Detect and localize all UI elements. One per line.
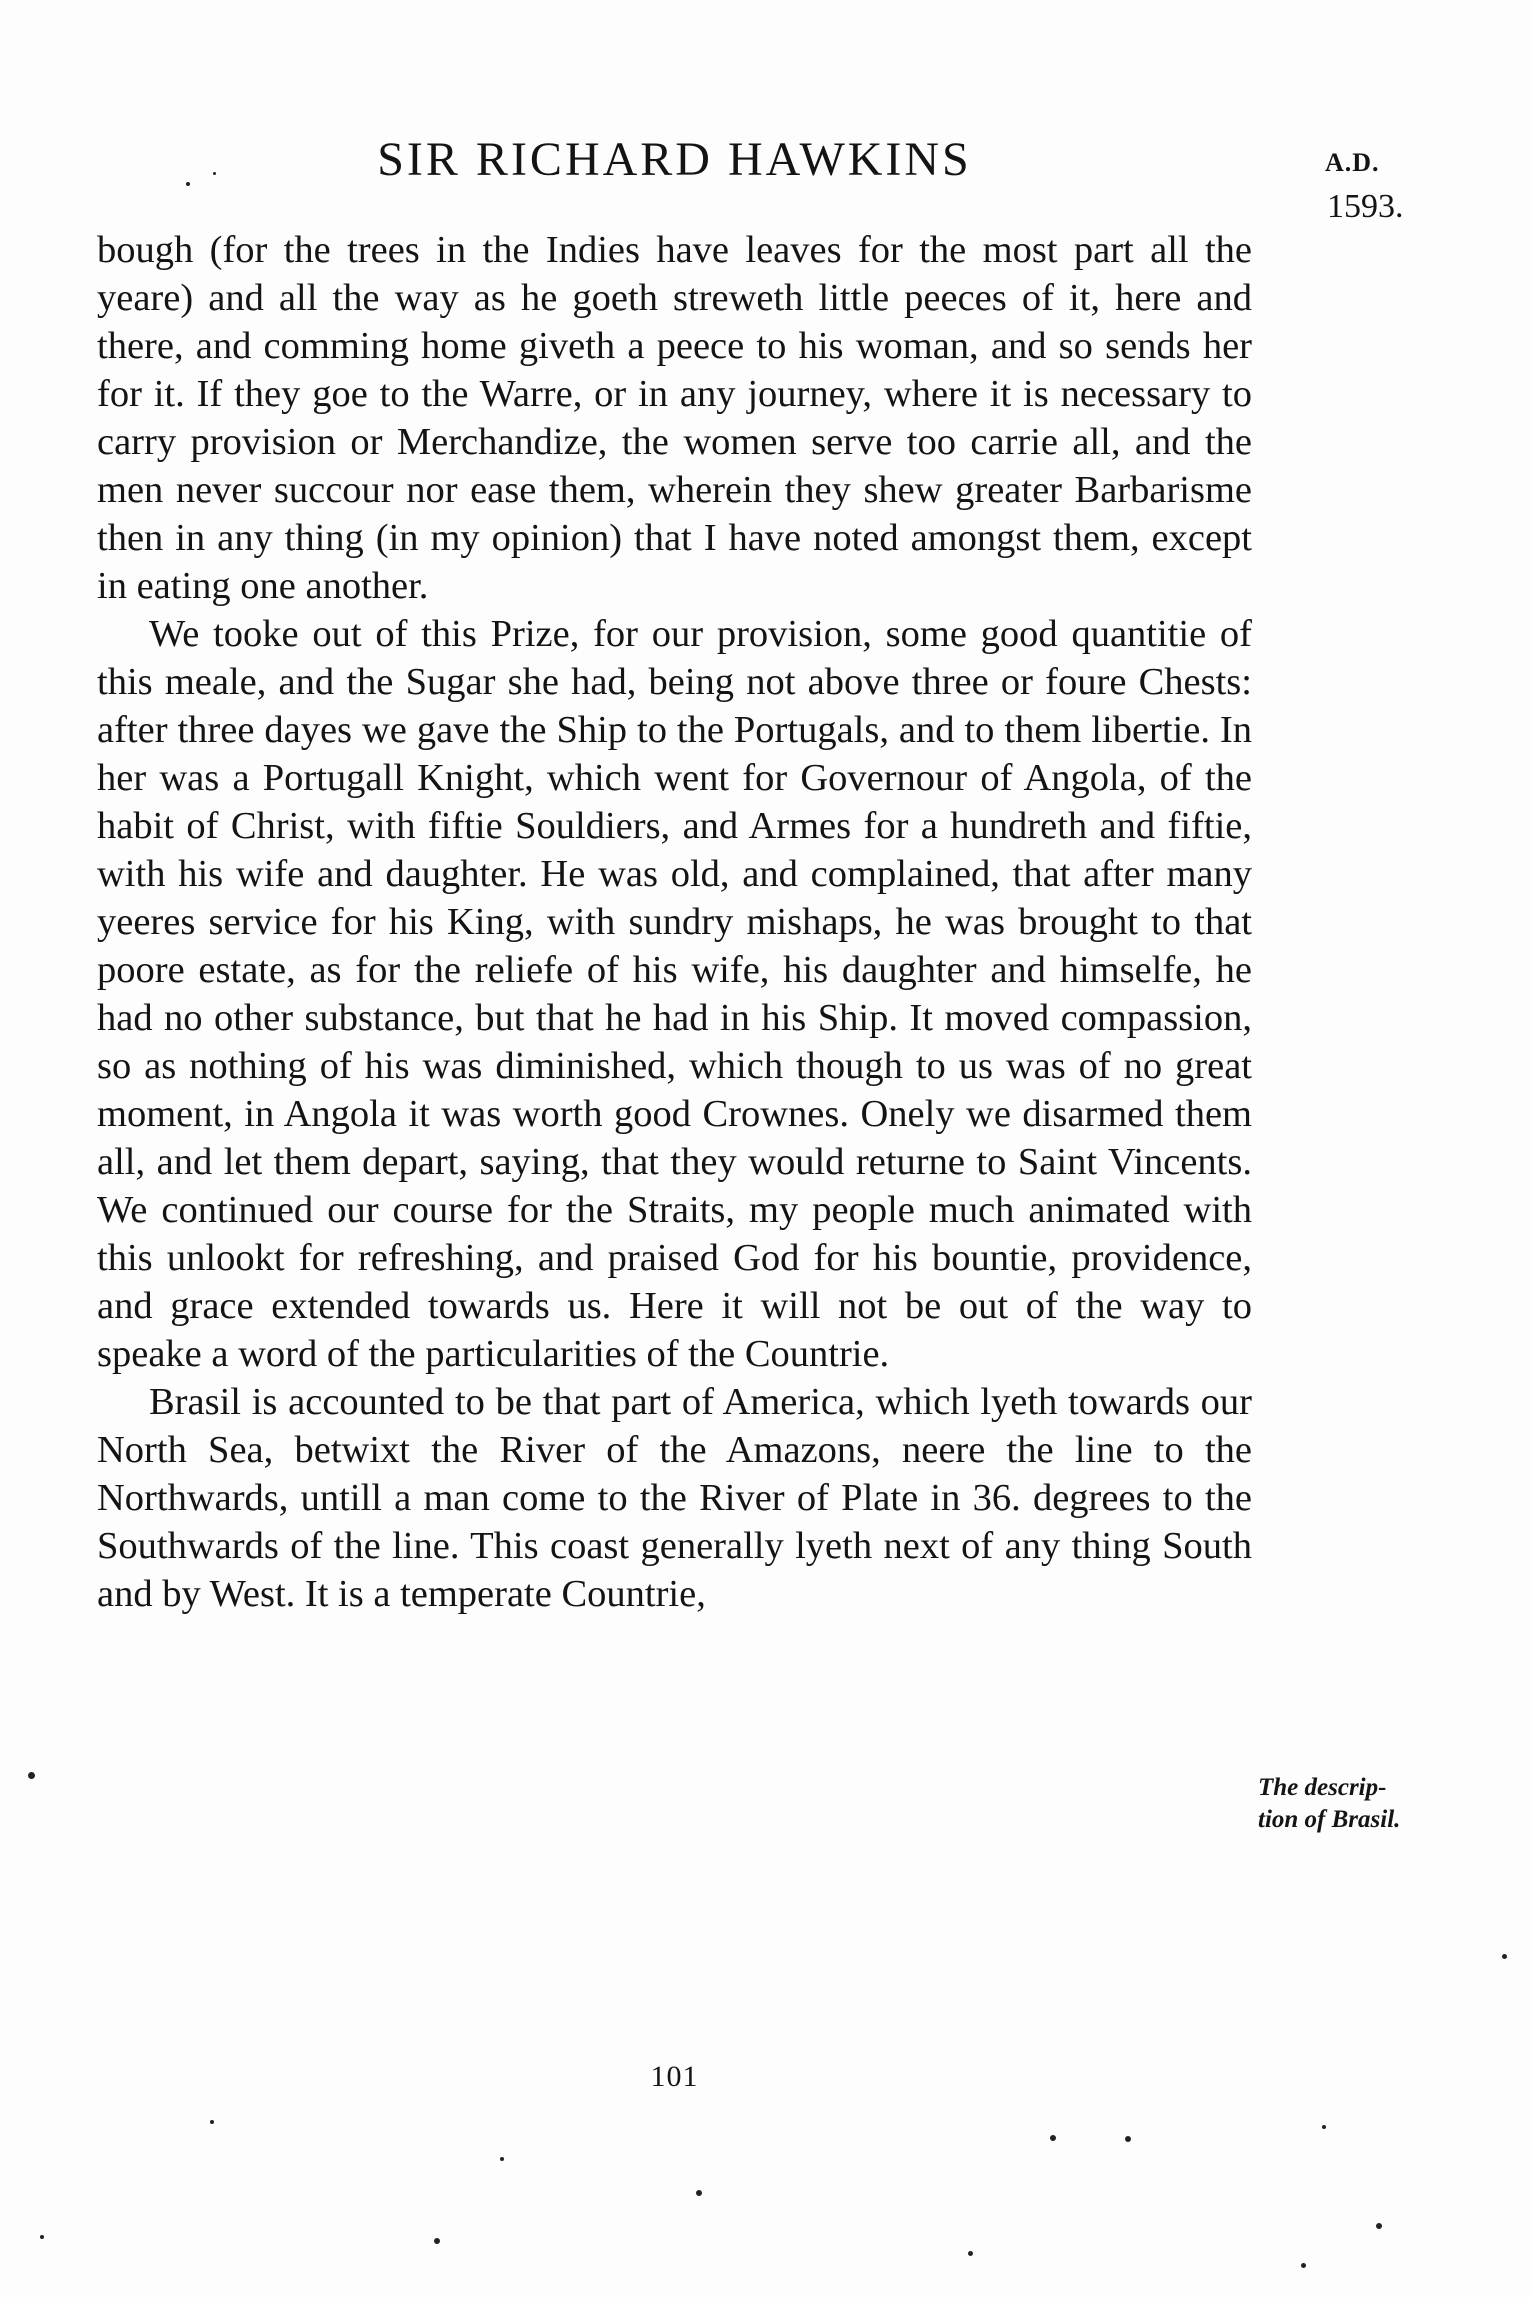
scan-speck (1050, 2135, 1056, 2141)
paragraph-2: We tooke out of this Prize, for our provision, some good quantitie of this meale, and the Sugar she had, being not above three or foure Chests: after three dayes we gave the Ship to the Portugals, and to them libertie. In her was a Portugall Knight, which went for Governour of Angola, of the habit of Christ, with fiftie Souldiers, and Armes for a hundreth and fiftie, with his wife and daughter. He was old, and complained, that after many yeeres service for his King, with sundry mishaps, he was brought to that poore estate, as for the reliefe of his wife, his daughter and himselfe, he had no other substance, but that he had in his Ship. It moved compassion, so as nothing of his was diminished, which though to us was of no great moment, in Angola it was worth good Crownes. Onely we disarmed them all, and let them depart, saying, that they would returne to Saint Vincents. We continued our course for the Straits, my people much animated with this unlookt for refreshing, and praised God for his bountie, providence, and grace extended towards us. Here it will not be out of the way to speake a word of the particularities of the Countrie. (97, 613, 1252, 1375)
page-number: 101 (650, 2060, 699, 2093)
scan-speck (1301, 2263, 1306, 2268)
scan-speck (696, 2190, 702, 2196)
scan-speck (1376, 2223, 1382, 2229)
year-value: 1593. (1327, 188, 1404, 225)
margin-note (1258, 1772, 1478, 1836)
scan-speck (28, 1772, 35, 1779)
paragraph-1: bough (for the trees in the Indies have leaves for the most part all the yeare) and all the way as he goeth streweth little peeces of it, here and there, and comming home giveth a peece to his woman, and so sends her for it. If they goe to the Warre, or in any journey, where it is necessary to carry provision or Merchandize, the women serve too carrie all, and the men never succour nor ease them, wherein they shew greater Barbarisme then in any thing (in my opinion) that I have noted amongst them, except in eating one another. (97, 229, 1252, 607)
scan-speck (40, 2235, 44, 2239)
paragraph-3: Brasil is accounted to be that part of America, which lyeth towards our North Sea, betwixt the River of the Amazons, neere the line to the Northwards, untill a man come to the River of Plate in 36. degrees to the Southwards of the line. This coast generally lyeth next of any thing South and by West. It is a temperate Countrie, (97, 1381, 1252, 1615)
scan-speck (213, 172, 216, 175)
scan-speck (210, 2120, 214, 2124)
scan-speck (1502, 1954, 1507, 1959)
scan-speck (1125, 2136, 1131, 2142)
year-label: A.D. (1325, 148, 1380, 177)
margin-note-line-2: tion of Brasil. (1258, 1806, 1401, 1833)
scan-speck (434, 2238, 440, 2244)
scan-speck (186, 182, 190, 186)
margin-note-line-1: The descrip- (1258, 1774, 1387, 1801)
running-title: SIR RICHARD HAWKINS (377, 133, 972, 186)
scan-speck (1322, 2125, 1326, 2129)
scan-speck (968, 2251, 973, 2256)
scan-speck (500, 2157, 504, 2161)
body-text (97, 226, 1252, 1618)
